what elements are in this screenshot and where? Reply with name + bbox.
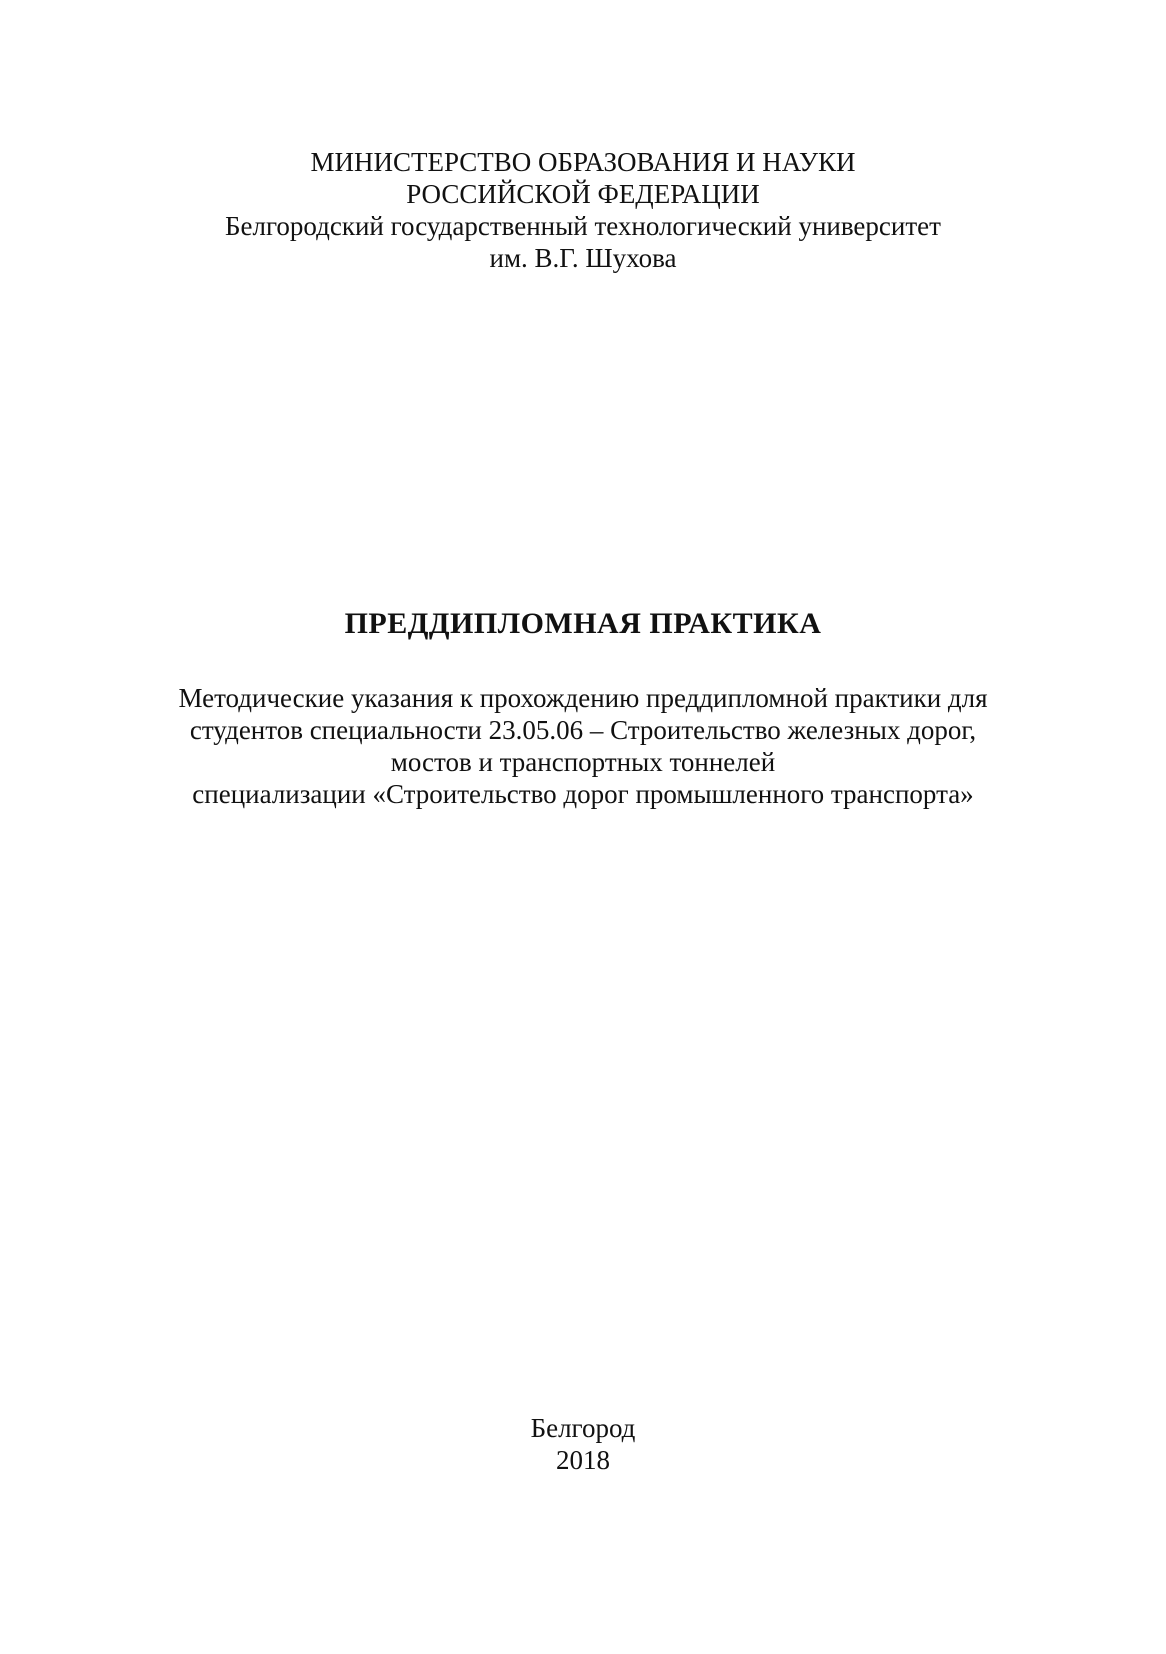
description-line-2: студентов специальности 23.05.06 – Строительство железных дорог, — [189, 715, 977, 745]
description-line-4: специализации «Строительство дорог промышленного транспорта» — [192, 779, 974, 809]
imprint-year: 2018 — [556, 1445, 610, 1475]
university-namesake: им. В.Г. Шухова — [489, 243, 677, 273]
ministry-header — [0, 146, 1166, 274]
document-title: ПРЕДДИПЛОМНАЯ ПРАКТИКА — [344, 607, 822, 640]
ministry-line-2: РОССИЙСКОЙ ФЕДЕРАЦИИ — [406, 179, 760, 209]
ministry-line-1: МИНИСТЕРСТВО ОБРАЗОВАНИЯ И НАУКИ — [310, 147, 856, 177]
description-line-1: Методические указания к прохождению преддипломной практики для — [178, 683, 988, 713]
imprint-footer — [0, 1412, 1166, 1476]
document-description — [0, 682, 1166, 810]
description-line-3: мостов и транспортных тоннелей — [390, 747, 776, 777]
document-title-block — [0, 606, 1166, 642]
university-name: Белгородский государственный технологический университет — [225, 211, 941, 241]
imprint-city: Белгород — [530, 1413, 636, 1443]
